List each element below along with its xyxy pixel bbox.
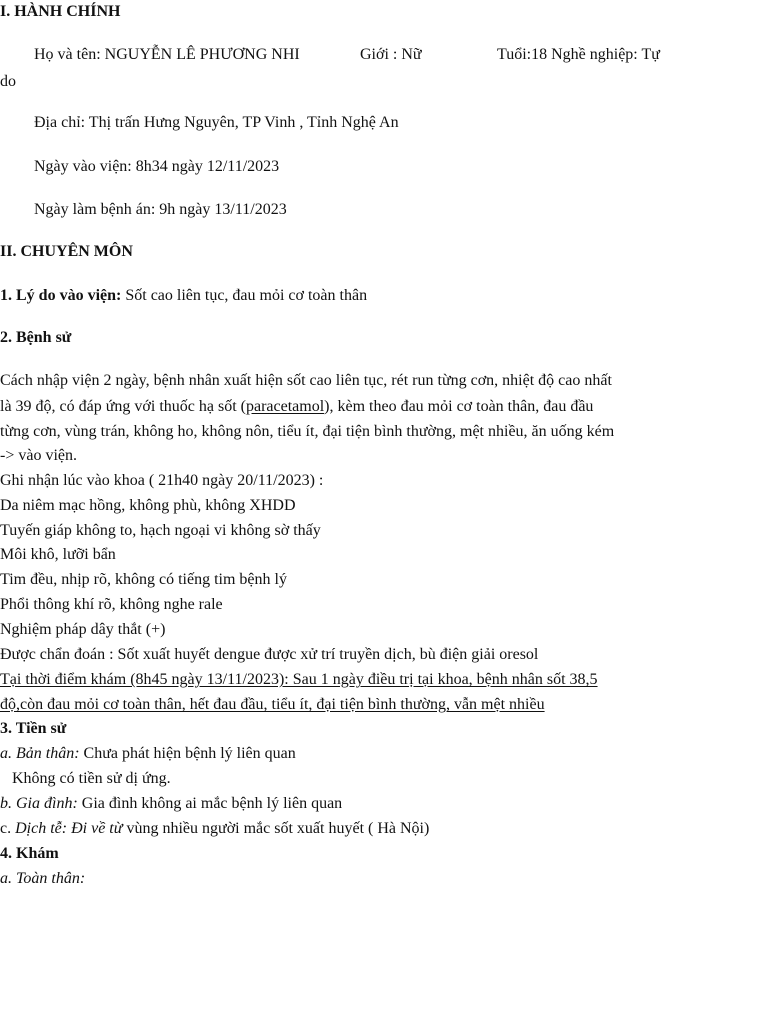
epidemiology-prefix: c. bbox=[0, 820, 16, 837]
section-heading-professional: II. CHUYÊN MÔN bbox=[0, 243, 133, 260]
history-line-2 bbox=[0, 397, 593, 417]
observation-intro: Ghi nhận lúc vào khoa ( 21h40 ngày 20/11/2023) : bbox=[0, 472, 324, 489]
patient-gender: Giới : Nữ bbox=[360, 46, 422, 63]
observation-item: Nghiệm pháp dây thắt (+) bbox=[0, 621, 166, 638]
history-heading: 2. Bệnh sử bbox=[0, 329, 72, 346]
admission-date: Ngày vào viện: 8h34 ngày 12/11/2023 bbox=[34, 158, 280, 175]
exam-time-line-2: độ,còn đau mỏi cơ toàn thân, hết đau đầu, tiểu ít, đại tiện bình thường, vẫn mệt nhiều bbox=[0, 696, 545, 713]
observation-item: Tuyến giáp không to, hạch ngoại vi không sờ thấy bbox=[0, 522, 321, 539]
history-line-2a: là 39 độ, có đáp ứng với thuốc hạ sốt ( bbox=[0, 398, 246, 415]
history-line-2c: ), kèm theo đau mỏi cơ toàn thân, đau đầu bbox=[324, 398, 594, 415]
epidemiology-text: vùng nhiều người mắc sốt xuất huyết ( Hà Nội) bbox=[122, 820, 430, 837]
epidemiology-history bbox=[0, 819, 429, 839]
self-history bbox=[0, 744, 296, 764]
patient-address: Địa chỉ: Thị trấn Hưng Nguyên, TP Vinh , Tỉnh Nghệ An bbox=[34, 114, 399, 131]
patient-name: Họ và tên: NGUYỄN LÊ PHƯƠNG NHI bbox=[34, 46, 300, 63]
history-line-3: từng cơn, vùng trán, không ho, không nôn, tiểu ít, đại tiện bình thường, mệt nhiều, ăn uống kém bbox=[0, 423, 615, 440]
general-exam-label: a. Toàn thân: bbox=[0, 870, 86, 887]
paracetamol-text: paracetamol bbox=[245, 398, 325, 415]
past-history-heading: 3. Tiền sử bbox=[0, 720, 67, 737]
patient-occupation-cont: do bbox=[0, 73, 16, 90]
self-history-text: Chưa phát hiện bệnh lý liên quan bbox=[79, 745, 296, 762]
family-history bbox=[0, 794, 342, 814]
examination-heading: 4. Khám bbox=[0, 845, 59, 862]
history-line-4: -> vào viện. bbox=[0, 447, 77, 464]
observation-item: Tim đều, nhịp rõ, không có tiếng tim bệnh lý bbox=[0, 571, 287, 588]
section-heading-administrative: I. HÀNH CHÍNH bbox=[0, 3, 121, 20]
family-history-text: Gia đình không ai mắc bệnh lý liên quan bbox=[77, 795, 343, 812]
observation-item: Da niêm mạc hồng, không phù, không XHDD bbox=[0, 497, 296, 514]
allergy-history: Không có tiền sử dị ứng. bbox=[0, 770, 171, 787]
diagnosis-line: Được chẩn đoán : Sốt xuất huyết dengue được xử trí truyền dịch, bù điện giải oresol bbox=[0, 646, 539, 663]
record-date: Ngày làm bệnh án: 9h ngày 13/11/2023 bbox=[34, 201, 287, 218]
self-history-label: a. Bản thân: bbox=[0, 745, 80, 762]
observation-item: Môi khô, lưỡi bẩn bbox=[0, 546, 116, 563]
observation-item: Phổi thông khí rõ, không nghe rale bbox=[0, 596, 223, 613]
admission-reason-text: Sốt cao liên tục, đau mỏi cơ toàn thân bbox=[121, 287, 368, 304]
family-history-label: b. Gia đình: bbox=[0, 795, 78, 812]
exam-time-line-1: Tại thời điểm khám (8h45 ngày 13/11/2023): Sau 1 ngày điều trị tại khoa, bệnh nhân sốt 38,5 bbox=[0, 671, 598, 688]
epidemiology-label: Dịch tễ: Đi về từ bbox=[15, 820, 123, 837]
admission-reason-label: 1. Lý do vào viện: bbox=[0, 287, 122, 304]
admission-reason bbox=[0, 286, 367, 306]
patient-age-occupation: Tuổi:18 Nghề nghiệp: Tự bbox=[497, 46, 660, 63]
history-line-1: Cách nhập viện 2 ngày, bệnh nhân xuất hiện sốt cao liên tục, rét run từng cơn, nhiệt độ cao nhất bbox=[0, 372, 612, 389]
